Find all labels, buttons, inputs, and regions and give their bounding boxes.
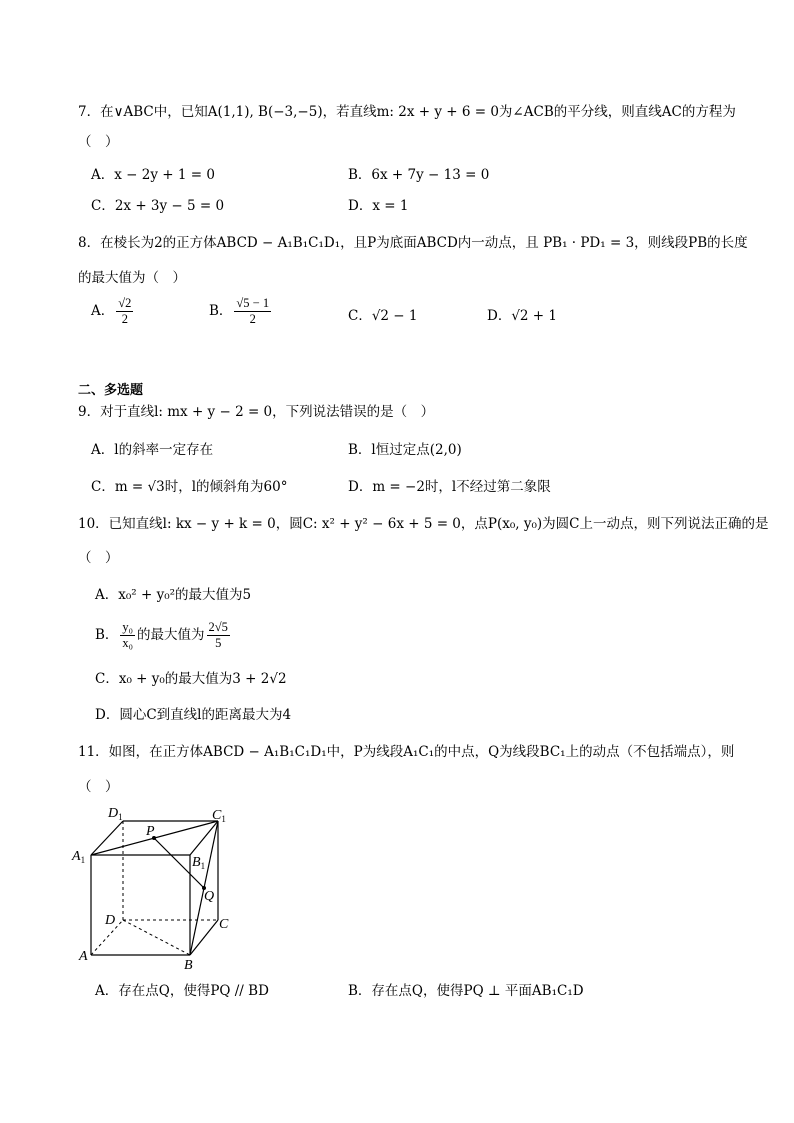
q10-option-b-fraction [120, 620, 135, 651]
q8-stem-line2: 的最大值为（ ） [78, 270, 186, 286]
label-a1: $A_1$ [72, 849, 86, 865]
q10-option-b-denominator: x₀ [122, 636, 134, 650]
q8-option-a-denominator: 2 [121, 312, 128, 326]
q7-option-b: B．6x + 7y − 13 = 0 [348, 167, 490, 183]
q8-option-a [91, 296, 135, 327]
q7-stem-line1: 7．在∨ABC中，已知A(1,1), B(−3,−5)，若直线m: 2x + y + 6 = 0为∠ACB的平分线，则直线AC的方程为 [78, 104, 736, 120]
q10-option-b-answer-denominator: 5 [215, 636, 222, 650]
q10-option-b-answer-fraction [207, 620, 230, 651]
q11-stem-line2: （ ） [78, 779, 119, 795]
label-b1: $B_1$ [192, 855, 206, 871]
label-c1: $C_1$ [212, 808, 226, 824]
q10-stem-line2: （ ） [78, 550, 119, 566]
label-d1: $D_1$ [108, 806, 123, 822]
q9-option-a: A．l的斜率一定存在 [91, 442, 214, 458]
q7-option-a: A．x − 2y + 1 = 0 [91, 167, 215, 183]
q8-option-a-label: A． [91, 303, 115, 319]
q8-option-b-label: B． [209, 303, 233, 319]
q10-option-b-label: B． [95, 627, 119, 643]
label-c: C [219, 917, 229, 932]
q8-option-c: C．√2 − 1 [348, 308, 418, 324]
q10-stem-line1: 10．已知直线l: kx − y + k = 0，圆C: x² + y² − 6x + 5 = 0，点P(x₀, y₀)为圆C上一动点，则下列说法正确的是 [78, 516, 769, 532]
q10-option-d: D．圆心C到直线l的距离最大为4 [95, 707, 292, 723]
label-d: D [105, 913, 116, 928]
edge-a1-d1 [91, 821, 123, 855]
q9-option-d: D．m = −2时，l不经过第二象限 [348, 479, 551, 495]
edge-b1-c1 [190, 821, 218, 855]
q9-option-b: B．l恒过定点(2,0) [348, 442, 462, 458]
q10-option-b-answer-numerator: 2√5 [208, 620, 228, 634]
q9-option-c: C．m = √3时，l的倾斜角为60° [91, 479, 288, 495]
q8-option-b [209, 296, 273, 327]
hidden-segment-d-b [123, 920, 190, 955]
q8-option-b-numerator: √5 − 1 [236, 296, 270, 310]
q8-option-b-denominator: 2 [249, 312, 256, 326]
q11-stem-line1: 11．如图，在正方体ABCD − A₁B₁C₁D₁中，P为线段A₁C₁的中点，Q为线段BC₁上的动点（不包括端点），则 [78, 744, 735, 760]
q8-option-d: D．√2 + 1 [487, 308, 557, 324]
q8-option-a-numerator: √2 [118, 296, 132, 310]
q10-option-b [95, 620, 232, 651]
label-p: P [146, 824, 155, 839]
q10-option-c: C．x₀ + y₀的最大值为3 + 2√2 [95, 671, 287, 687]
cube-figure [70, 797, 260, 977]
q10-option-a: A．x₀² + y₀²的最大值为5 [95, 587, 252, 603]
section-multiple-choice-heading: 二、多选题 [78, 383, 144, 398]
q10-option-b-numerator: y₀ [122, 620, 134, 634]
q11-option-a: A．存在点Q，使得PQ // BD [95, 983, 269, 999]
q7-option-d: D．x = 1 [348, 198, 409, 214]
label-q: Q [204, 889, 215, 904]
q7-stem-line2: （ ） [78, 134, 119, 150]
label-a: A [79, 949, 88, 964]
q8-option-b-fraction [234, 296, 271, 327]
label-b: B [184, 958, 193, 973]
q10-option-b-middle-text: 的最大值为 [137, 627, 205, 643]
q7-option-c: C．2x + 3y − 5 = 0 [91, 198, 225, 214]
q8-stem-line1: 8．在棱长为2的正方体ABCD − A₁B₁C₁D₁，且P为底面ABCD内一动点，且 PB₁ · PD₁ = 3，则线段PB的长度 [78, 235, 748, 251]
q9-stem: 9．对于直线l: mx + y − 2 = 0，下列说法错误的是（ ） [78, 404, 435, 420]
q11-option-b: B．存在点Q，使得PQ ⊥ 平面AB₁C₁D [348, 983, 584, 999]
q8-option-a-fraction [116, 296, 133, 327]
